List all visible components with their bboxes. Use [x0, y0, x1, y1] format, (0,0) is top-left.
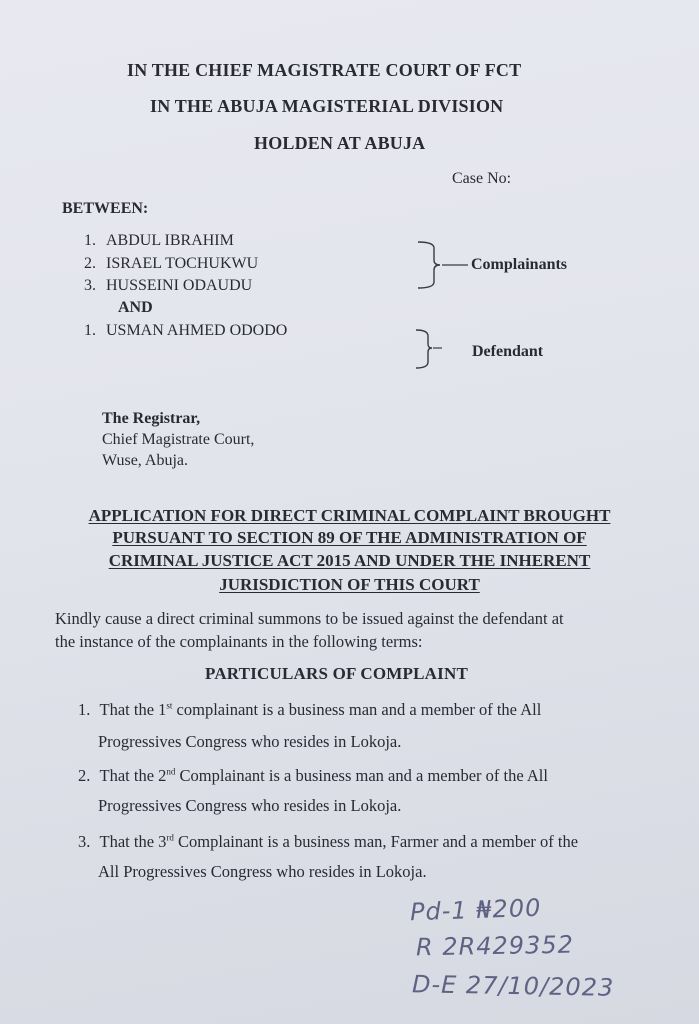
addressee-line3: Wuse, Abuja. [102, 452, 189, 469]
application-title-line2: PURSUANT TO SECTION 89 OF THE ADMINISTRATION OF [112, 528, 587, 547]
list-item: 3. That the 3rd Complainant is a business man, Farmer and a member of the [78, 832, 579, 851]
and-label: AND [118, 299, 153, 316]
list-item-continuation: Progressives Congress who resides in Lokoja. [98, 796, 402, 815]
list-item-continuation: Progressives Congress who resides in Lokoja. [98, 732, 402, 751]
addressee-line1: The Registrar, [102, 410, 201, 427]
application-title-line4: JURISDICTION OF THIS COURT [219, 575, 480, 594]
between-label: BETWEEN: [62, 200, 149, 217]
application-title-line3: CRIMINAL JUSTICE ACT 2015 AND UNDER THE INHERENT [108, 551, 591, 570]
handwriting-line2: R 2R429352 [415, 930, 575, 962]
complainants-label: Complainants [471, 256, 568, 273]
list-item: 2. ISRAEL TOCHUKWU [84, 255, 259, 272]
intro-line2: the instance of the complainants in the following terms: [55, 632, 423, 651]
list-item: 1. That the 1st complainant is a business man and a member of the All [78, 700, 542, 719]
application-title-line1: APPLICATION FOR DIRECT CRIMINAL COMPLAINT BROUGHT [88, 506, 611, 525]
intro-line1: Kindly cause a direct criminal summons to be issued against the defendant at [55, 609, 564, 628]
court-title-line1: IN THE CHIEF MAGISTRATE COURT OF FCT [127, 60, 522, 80]
particulars-heading: PARTICULARS OF COMPLAINT [205, 664, 468, 683]
complainants-brace [412, 238, 472, 292]
list-item-continuation: All Progressives Congress who resides in Lokoja. [98, 862, 427, 881]
list-item: 1. ABDUL IBRAHIM [84, 232, 234, 249]
court-title-line2: IN THE ABUJA MAGISTERIAL DIVISION [150, 96, 504, 116]
handwriting-line1: Pd-1 ₦200 [409, 893, 542, 927]
list-item: 1. USMAN AHMED ODODO [84, 322, 288, 339]
list-item: 3. HUSSEINI ODAUDU [84, 277, 253, 294]
defendant-brace [408, 326, 448, 372]
defendant-label: Defendant [472, 343, 544, 360]
list-item: 2. That the 2nd Complainant is a business man and a member of the All [78, 766, 548, 785]
handwriting-line3: D-E 27/10/2023 [411, 970, 615, 1002]
court-title-line3: HOLDEN AT ABUJA [254, 133, 426, 153]
case-no-label: Case No: [452, 170, 512, 187]
addressee-line2: Chief Magistrate Court, [102, 431, 255, 448]
